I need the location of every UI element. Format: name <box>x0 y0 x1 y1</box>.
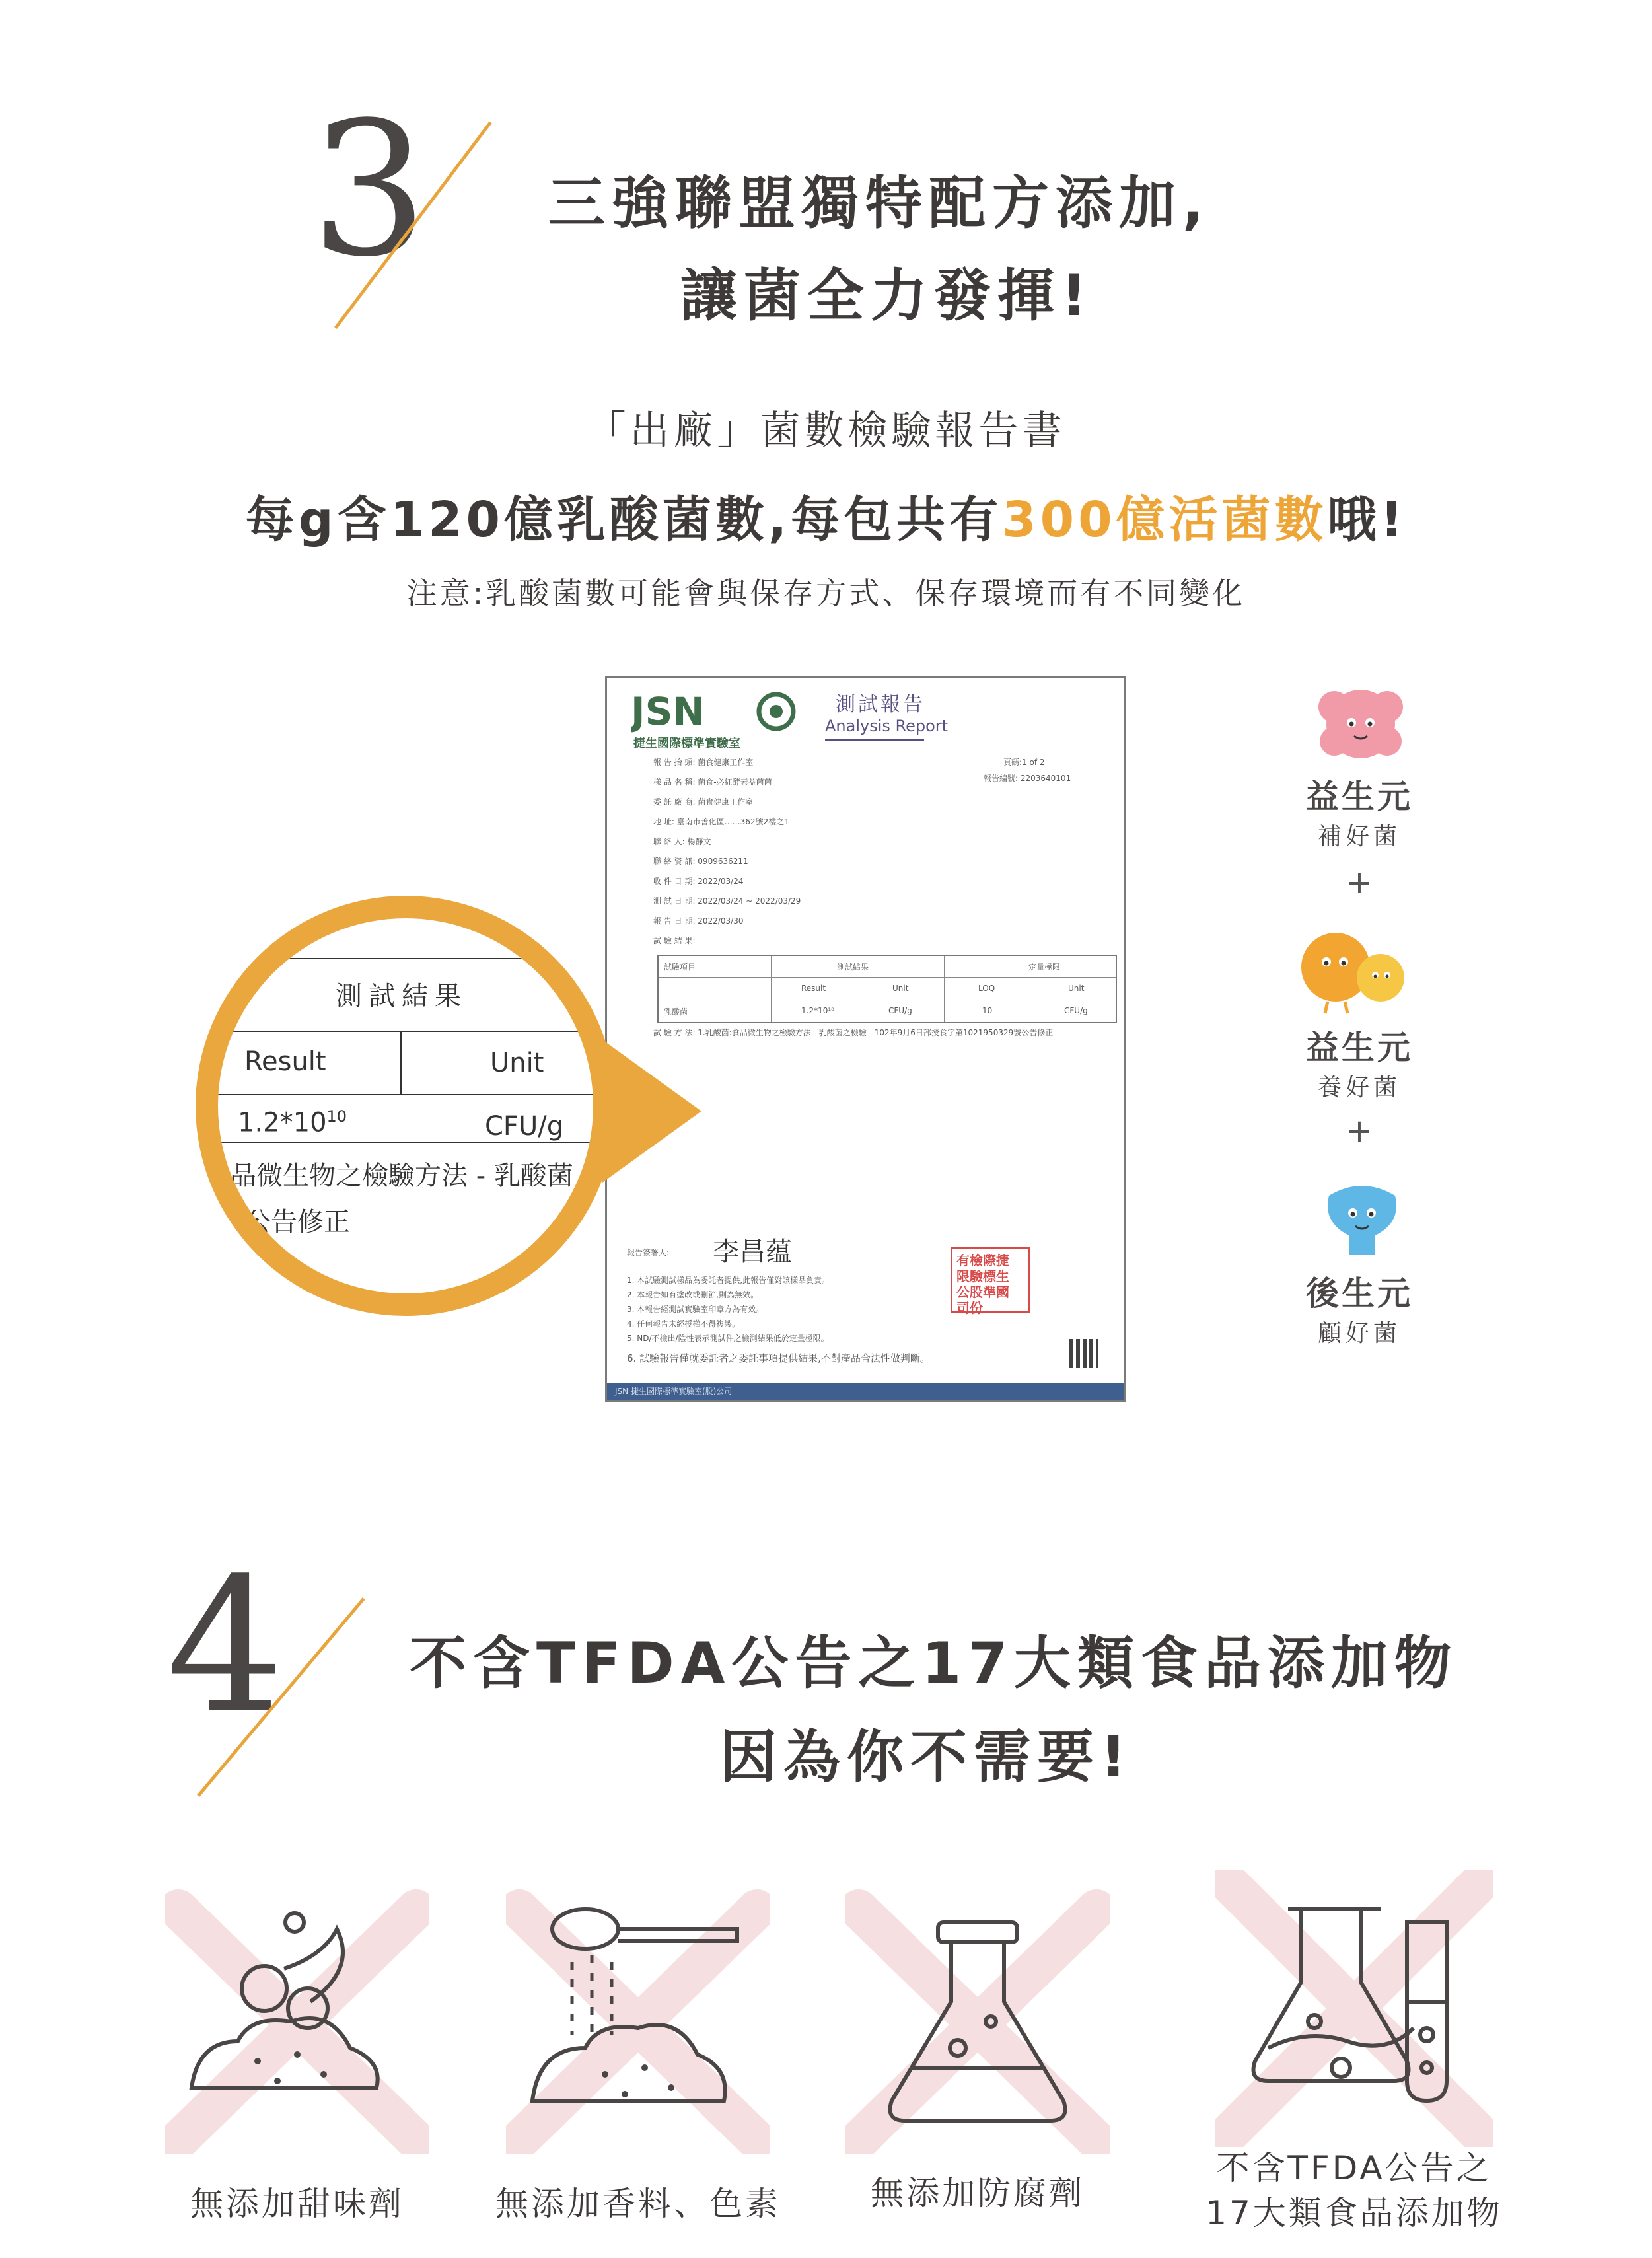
report-field: 聯 絡 資 訊: 0909636211 <box>653 857 748 866</box>
section4-headline-line1: 不含TFDA公告之17大類食品添加物 <box>410 1630 1458 1696</box>
report-doc-subtitle: Analysis Report <box>825 717 949 735</box>
analysis-report-document <box>605 676 1126 1402</box>
storage-note: 注意:乳酸菌數可能會與保存方式、保存環境而有不同變化 <box>406 575 1246 611</box>
claim-highlight: 300億活菌數 <box>1002 492 1328 548</box>
magnifier-value <box>238 1107 347 1138</box>
blue-postbiotic-character-icon <box>1316 1176 1408 1268</box>
report-note: 4. 任何報告未經授權不得複製。 <box>627 1319 740 1329</box>
section-number-4: 4 <box>166 1539 285 1754</box>
flask-icon <box>845 1889 1110 2154</box>
table-cell: 1.2*10¹⁰ <box>801 1006 834 1015</box>
report-logo: JSN <box>631 690 705 733</box>
icon-caption-tfda-line1: 不含TFDA公告之 <box>1216 2149 1492 2187</box>
table-subheader: LOQ <box>978 984 995 993</box>
claim-text-1: 每g含120億乳酸菌數,每包共有 <box>245 492 1003 548</box>
spoon-powder-icon <box>506 1889 770 2154</box>
report-field: 報 告 日 期: 2022/03/30 <box>653 916 744 926</box>
report-doc-title: 測試報告 <box>836 693 925 716</box>
qr-code-icon <box>1069 1339 1098 1368</box>
report-field: 地 址: 臺南市善化區……362號2樓之1 <box>653 817 789 826</box>
pink-prebiotic-character-icon <box>1314 680 1407 773</box>
section3-headline-line2: 讓菌全力發揮! <box>680 263 1094 329</box>
orange-prebiotic-characters-icon <box>1295 925 1414 1017</box>
icon-caption-preservative: 無添加防腐劑 <box>871 2174 1085 2212</box>
icon-caption-sweetener: 無添加甜味劑 <box>190 2185 404 2223</box>
report-note: 2. 本報告如有塗改或刪節,則為無效。 <box>627 1290 759 1299</box>
signature: 李昌蕴 <box>713 1237 792 1267</box>
magnifier-method-line2: 號公告修正 <box>218 1207 350 1237</box>
report-note: 6. 試驗報告僅就委託者之委託事項提供結果,不對產品合法性做判斷。 <box>627 1352 930 1364</box>
report-title-underline <box>825 739 924 741</box>
side-item-1-sub: 補好菌 <box>1317 823 1401 850</box>
lab-name: 捷生國際標準實驗室 <box>633 737 740 750</box>
side-item-2-sub: 養好菌 <box>1317 1074 1401 1101</box>
magnifier-unit: CFU/g <box>485 1111 564 1142</box>
plus-sign: + <box>1346 864 1373 901</box>
signer-label: 報告簽署人: <box>627 1248 670 1257</box>
jsn-logo-icon <box>631 690 796 733</box>
table-subheader: Result <box>801 984 826 993</box>
claim-text-2: 哦! <box>1327 492 1407 548</box>
table-header: 試驗項目 <box>664 963 696 972</box>
table-cell: 乳酸菌 <box>664 1007 688 1017</box>
report-note: 1. 本試驗測試樣品為委託者提供,此報告僅對該樣品負責。 <box>627 1276 830 1285</box>
side-item-3-name: 後生元 <box>1306 1274 1413 1313</box>
table-subheader: Unit <box>1068 984 1085 993</box>
magnifier-method-line1: 品微生物之檢驗方法 - 乳酸菌 <box>230 1161 573 1191</box>
icon-caption-flavor: 無添加香料、色素 <box>495 2185 781 2223</box>
table-header: 定量極限 <box>1028 963 1061 972</box>
report-footer: JSN 捷生國際標準實驗室(股)公司 <box>607 1383 1124 1400</box>
magnifier-pointer-arrow <box>602 1040 701 1183</box>
lab-glassware-icon <box>1215 1870 1493 2147</box>
sugar-fruit-icon <box>165 1889 429 2154</box>
side-item-2-name: 益生元 <box>1306 1029 1413 1067</box>
table-subheader: Unit <box>892 984 909 993</box>
test-method: 試 驗 方 法: 1.乳酸菌:食品微生物之檢驗方法 - 乳酸菌之檢驗 - 102年9月6日部授食字第1021950329號公告修正 <box>653 1028 1054 1037</box>
report-title: 「出廠」菌數檢驗報告書 <box>586 408 1066 454</box>
side-item-3-sub: 顧好菌 <box>1317 1320 1401 1347</box>
report-field: 報 告 抬 頭: 菌食健康工作室 <box>653 758 754 767</box>
magnifier-heading: 測試結果 <box>336 981 468 1011</box>
claim-line <box>0 481 1652 551</box>
magnifier-value-base: 1.2*10 <box>238 1107 327 1138</box>
side-item-1-name: 益生元 <box>1306 778 1413 816</box>
report-note: 3. 本報告經測試實驗室印章方為有效。 <box>627 1305 764 1314</box>
report-field: 樣 品 名 稱: 菌食-必紅酵素益菌菌 <box>653 778 772 787</box>
table-cell: CFU/g <box>1064 1006 1088 1015</box>
report-field: 測 試 日 期: 2022/03/24 ~ 2022/03/29 <box>653 896 801 906</box>
report-note: 5. ND/不檢出/陰性表示測試件之檢測結果低於定量極限。 <box>627 1334 829 1343</box>
section4-headline-line2: 因為你不需要! <box>720 1724 1133 1790</box>
report-number: 報告編號: 2203640101 <box>984 774 1071 783</box>
report-page: 頁碼:1 of 2 <box>1003 758 1045 767</box>
magnifier-value-exponent: 10 <box>326 1107 347 1126</box>
table-cell: 10 <box>982 1006 993 1015</box>
report-results-table <box>657 955 1117 1023</box>
report-field: 收 件 日 期: 2022/03/24 <box>653 877 744 886</box>
icon-caption-tfda-line2: 17大類食品添加物 <box>1205 2194 1503 2232</box>
magnifier-lens <box>218 918 593 1293</box>
plus-sign: + <box>1346 1112 1373 1149</box>
report-field: 委 託 廠 商: 菌食健康工作室 <box>653 797 754 807</box>
section3-headline-line1: 三強聯盟獨特配方添加, <box>548 170 1211 237</box>
table-cell: CFU/g <box>888 1006 912 1015</box>
table-header: 測試結果 <box>837 963 869 972</box>
magnifier-col-result: Result <box>244 1046 326 1077</box>
company-stamp: 有檢際捷 限驗標生 公股準國 司份 <box>951 1247 1030 1313</box>
report-field: 聯 絡 人: 楊靜文 <box>653 837 711 846</box>
report-field: 試 驗 結 果: <box>653 936 696 945</box>
section-number-3: 3 <box>310 83 429 298</box>
magnifier-col-unit: Unit <box>490 1048 544 1078</box>
